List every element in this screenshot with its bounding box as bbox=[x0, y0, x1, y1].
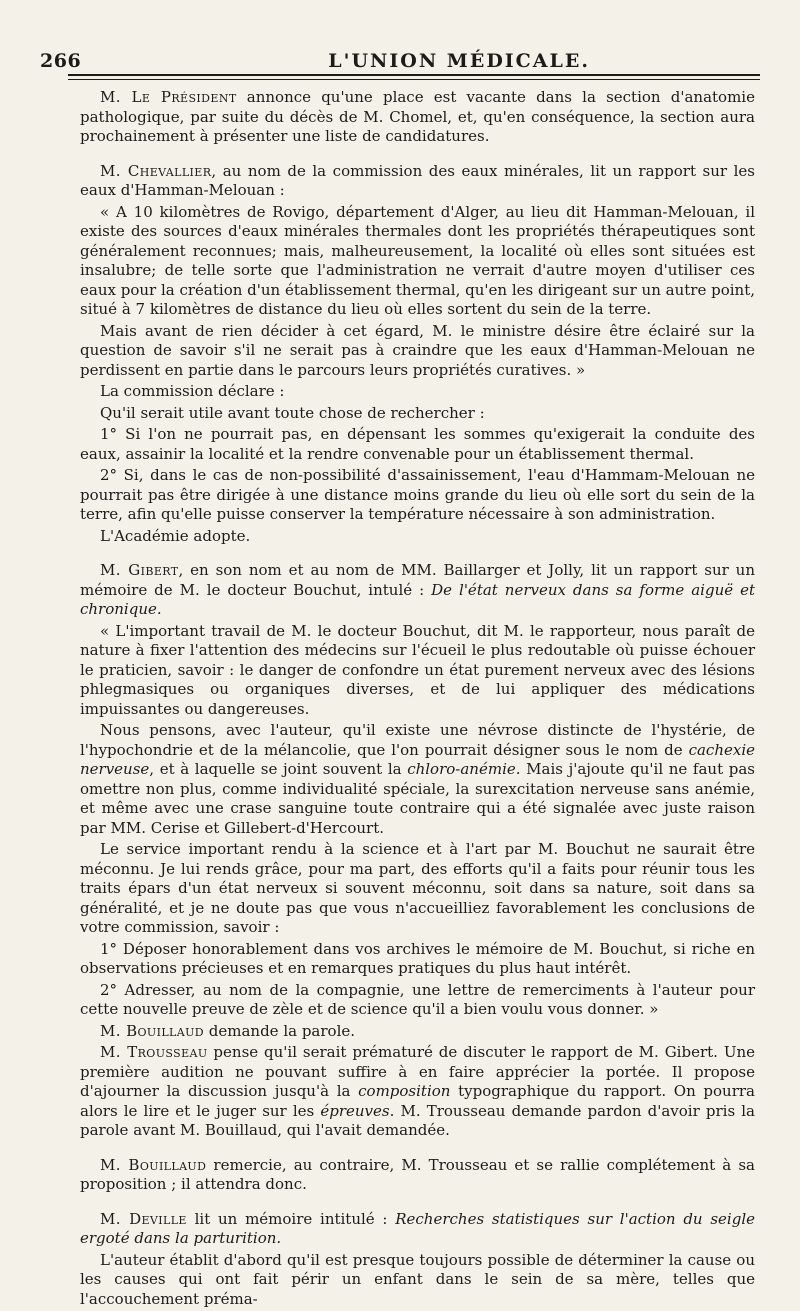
paragraph-bouillaud-thanks bbox=[80, 1156, 755, 1195]
header-rule bbox=[68, 74, 760, 76]
paragraph-trousseau-run: M. Trousseau bbox=[100, 1043, 208, 1061]
paragraph-author-established bbox=[80, 1251, 755, 1310]
paragraph-point-1 bbox=[80, 425, 755, 464]
paragraph-quote-rovigo bbox=[80, 203, 755, 320]
paragraph-nevrose-run: chloro-anémie. bbox=[407, 760, 521, 778]
paragraph-trousseau bbox=[80, 1043, 755, 1141]
paragraph-point-2-run: 2° Si, dans le cas de non-possibilité d'assainissement, l'eau d'Hammam-Melouan ne pourrait pas être dirigée à une distance moins grande du lieu où elle sort du sein de la terre, afin qu'elle puisse conserver la température nécessaire à son administration. bbox=[80, 466, 755, 523]
paragraph-bouillaud-thanks-run: remercie, au contraire, M. Trousseau et se rallie complétement à sa proposition ; il attendra donc. bbox=[80, 1155, 755, 1193]
running-head: L'UNION MÉDICALE. bbox=[328, 50, 590, 72]
paragraph-gibert-report bbox=[80, 561, 755, 620]
paragraph-deville-run: lit un mémoire intitulé : bbox=[186, 1209, 396, 1228]
paragraph-conclusion-1-run: 1° Déposer honorablement dans vos archives le mémoire de M. Bouchut, si riche en observations précieuses et en remarques pratiques du plus haut intérêt. bbox=[80, 939, 755, 977]
paragraph-conclusion-2 bbox=[80, 981, 755, 1020]
paragraph-nevrose-run: cachexie nerveuse bbox=[80, 740, 755, 778]
paragraph-service bbox=[80, 840, 755, 938]
paragraph-trousseau-run: composition bbox=[358, 1082, 451, 1100]
paragraph-president-announcement bbox=[80, 88, 755, 147]
paragraph-trousseau-run: . M. Trousseau demande pardon d'avoir pris la parole avant M. Bouillaud, qui l'avait demandée. bbox=[80, 1101, 755, 1139]
paragraph-academy-adopts bbox=[80, 527, 755, 547]
paragraph-quote-important-work bbox=[80, 622, 755, 720]
paragraph-quote-rovigo-run: « A 10 kilomètres de Rovigo, département d'Alger, au lieu dit Hamman-Melouan, il existe des sources d'eaux minérales thermales dont les propriétés thérapeutiques sont généralement reconnues; mais, malheureusement, la localité où elles sont situées est insalubre; de telle sorte que l'administration ne verrait d'autre moyen d'utiliser ces eaux pour la création d'un établissement thermal, qu'en les dirigeant sur un autre point, situé à 7 kilomètres de distance du lieu où elles sortent du sein de la terre. bbox=[80, 202, 755, 318]
paragraph-chevallier-report bbox=[80, 162, 755, 201]
article-body bbox=[80, 88, 755, 1311]
page-header bbox=[40, 42, 760, 72]
paragraph-commission-declares bbox=[80, 382, 755, 402]
paragraph-bouillaud-thanks-run: M. Bouillaud bbox=[100, 1155, 207, 1174]
paragraph-nevrose-run: Nous pensons, avec l'auteur, qu'il existe une névrose distincte de l'hystérie, de l'hypochondrie et de la mélancolie, que l'on pourrait désigner sous le nom de bbox=[80, 721, 755, 759]
paragraph-gibert-report-run: , en son nom et au nom de MM. Baillarger et Jolly, lit un rapport sur un mémoire de M. le docteur Bouchut, intulé : bbox=[80, 561, 755, 599]
paragraph-nevrose-run: , et à laquelle se joint souvent la bbox=[149, 760, 408, 778]
paragraph-minister bbox=[80, 322, 755, 381]
page-number: 266 bbox=[40, 50, 82, 72]
paragraph-trousseau-run: pense qu'il serait prématuré de discuter le rapport de M. Gibert. Une première audition ne pouvant suffire à en faire apprécier la portée. Il propose d'ajourner la discussion jusqu'à la bbox=[80, 1043, 755, 1100]
paragraph-useful bbox=[80, 404, 755, 424]
paragraph-trousseau-run: typographique du rapport. On pourra alors le lire et le juger sur les bbox=[80, 1082, 755, 1120]
paragraph-trousseau-run: épreuves bbox=[320, 1101, 390, 1120]
paragraph-conclusion-1 bbox=[80, 940, 755, 979]
paragraph-nevrose bbox=[80, 721, 755, 838]
paragraph-point-1-run: 1° Si l'on ne pourrait pas, en dépensant les sommes qu'exigerait la conduite des eaux, assainir la localité et la rendre convenable pour un établissement thermal. bbox=[80, 425, 755, 463]
paragraph-service-run: Le service important rendu à la science et à l'art par M. Bouchut ne saurait être méconnu. Je lui rends grâce, pour ma part, des efforts qu'il a faits pour réunir tous les traits épars d'un état nerveux si souvent méconnu, soit dans sa nature, soit dans sa généralité, et je ne doute pas que vous n'accueilliez favorablement les conclusions de votre commission, savoir : bbox=[80, 840, 755, 936]
paragraph-deville-run: Recherches statistiques sur l'action du seigle ergoté dans la parturition. bbox=[80, 1209, 755, 1247]
paragraph-gibert-report-run: M. Gibert bbox=[100, 561, 179, 579]
header-rule-thin bbox=[68, 79, 760, 80]
paragraph-minister-run: Mais avant de rien décider à cet égard, M. le ministre désire être éclairé sur la question de savoir s'il ne serait pas à craindre que les eaux d'Hamman-Melouan ne perdissent en partie dans le parcours leurs propriétés curatives. » bbox=[80, 321, 755, 379]
paragraph-point-2 bbox=[80, 466, 755, 525]
paragraph-deville-run: M. Deville bbox=[100, 1209, 187, 1228]
paragraph-deville bbox=[80, 1210, 755, 1249]
paragraph-president-announcement-run: annonce qu'une place est vacante dans la section d'anatomie pathologique, par suite du décès de M. Chomel, et, qu'en conséquence, la section aura prochainement à présenter une liste de candidatures. bbox=[80, 88, 755, 145]
paragraph-chevallier-report-run: , au nom de la commission des eaux minérales, lit un rapport sur les eaux d'Hamman-Melouan : bbox=[80, 161, 755, 199]
paragraph-useful-run: Qu'il serait utile avant toute chose de rechercher : bbox=[100, 403, 485, 422]
paragraph-gibert-report-run: De l'état nerveux dans sa forme aiguë et chronique. bbox=[80, 580, 755, 618]
paragraph-author-established-run: L'auteur établit d'abord qu'il est presque toujours possible de déterminer la cause ou les causes qui ont fait périr un enfant dans le sein de sa mère, telles que l'accouchement préma- bbox=[80, 1250, 755, 1308]
paragraph-commission-declares-run: La commission déclare : bbox=[100, 382, 285, 400]
paragraph-conclusion-2-run: 2° Adresser, au nom de la compagnie, une lettre de remerciments à l'auteur pour cette nouvelle preuve de zèle et de science qu'il a bien voulu vous donner. » bbox=[80, 980, 755, 1018]
paragraph-nevrose-run: Mais j'ajoute qu'il ne faut pas omettre non plus, comme individualité spéciale, la surexcitation nerveuse sans anémie, et même avec une crase sanguine toute contraire qui a été signalée avec juste raison par MM. Cerise et Gillebert-d'Hercourt. bbox=[80, 760, 755, 837]
paragraph-quote-important-work-run: « L'important travail de M. le docteur Bouchut, dit M. le rapporteur, nous paraît de nature à fixer l'attention des médecins sur l'écueil le plus redoutable où puisse échouer le praticien, savoir : le danger de confondre un état purement nerveux avec des lésions phlegmasiques ou organiques diverses, et de lui appliquer des médications impuissantes ou dangereuses. bbox=[80, 621, 755, 718]
paragraph-bouillaud-asks-run: M. Bouillaud bbox=[100, 1021, 204, 1040]
paragraph-bouillaud-asks-run: demande la parole. bbox=[204, 1021, 356, 1040]
paragraph-president-announcement-run: M. Le Président bbox=[100, 88, 237, 106]
paragraph-bouillaud-asks bbox=[80, 1022, 755, 1042]
paragraph-chevallier-report-run: M. Chevallier bbox=[100, 161, 212, 180]
paragraph-academy-adopts-run: L'Académie adopte. bbox=[100, 526, 251, 545]
